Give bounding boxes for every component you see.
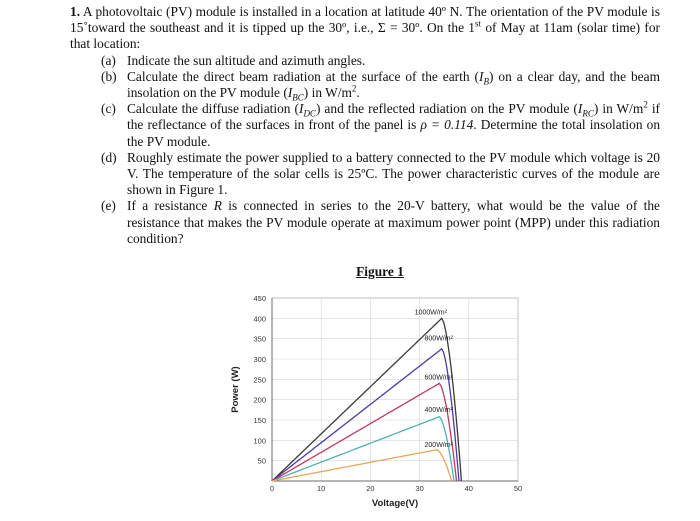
part-text: Calculate the direct beam radiation at the surface of the earth ( xyxy=(127,68,479,84)
stem-part-3: of May at 11am (solar time) for that location: xyxy=(70,20,661,52)
series-label-0: 1000W/m² xyxy=(414,309,447,317)
part-text: ) in W/m xyxy=(593,101,644,117)
problem-text xyxy=(70,4,660,247)
power-voltage-chart xyxy=(222,284,522,514)
part-text: is connected in series to the 20-V battery, what would be the value of the resistance that makes the PV module operate at maximum power point (MPP) under this radiation condition? xyxy=(127,198,660,246)
ordinal-sup: st xyxy=(475,18,482,29)
problem-number: 1. xyxy=(70,4,81,19)
part-text: If a resistance xyxy=(127,198,214,214)
part-label: (c) xyxy=(101,101,116,117)
symbol: I xyxy=(287,85,293,101)
symbol-sub: DC xyxy=(303,108,316,119)
part-b xyxy=(101,69,660,101)
x-axis-title: Voltage(V) xyxy=(371,498,419,509)
x-tick-label: 30 xyxy=(415,484,424,493)
y-tick-label: 400 xyxy=(253,314,266,324)
x-tick-label: 0 xyxy=(269,484,275,493)
reflectance-expr: ρ = 0.114 xyxy=(420,117,474,133)
stem-part-1: A photovoltaic (PV) module is installed in a location at latitude 40º N. The orientation of the PV module is 15˚toward the southeast and it is tipped up the 30º, i.e., xyxy=(70,4,660,36)
symbol: R xyxy=(213,198,222,214)
part-text: Calculate the diffuse radiation ( xyxy=(127,101,299,117)
part-c xyxy=(101,101,660,150)
plot-area xyxy=(272,298,518,481)
part-label: (a) xyxy=(101,52,116,68)
part-text: ) and the reflected radiation on the PV module ( xyxy=(315,101,578,117)
part-text: . xyxy=(356,85,360,101)
part-text: . Determine the total insolation on the PV module. xyxy=(127,117,661,149)
x-tick-label: 10 xyxy=(317,484,326,493)
symbol: I xyxy=(478,68,484,84)
stem-part-2: . On the 1 xyxy=(419,20,476,36)
series-label-2: 600W/m² xyxy=(424,374,453,382)
part-label: (b) xyxy=(101,68,117,84)
y-tick-label: 100 xyxy=(253,436,266,446)
y-tick-label: 350 xyxy=(253,334,266,344)
symbol: I xyxy=(298,101,304,117)
y-tick-label: 450 xyxy=(253,294,266,303)
symbol-sub: RC xyxy=(582,108,594,119)
figure-title: Figure 1 xyxy=(356,264,404,279)
y-tick-label: 300 xyxy=(253,355,266,364)
x-tick-label: 50 xyxy=(513,484,522,493)
symbol: I xyxy=(577,101,583,117)
unit-sup: 2 xyxy=(351,83,357,94)
tilt-expression: Σ = 30º xyxy=(377,20,420,36)
part-text: Roughly estimate the power supplied to a battery connected to the PV module which voltage is 20 V. The temperature of the solar cells is 25ºC. The power characteristic curves of the module are shown in Figure 1. xyxy=(127,149,660,198)
y-tick-label: 50 xyxy=(257,456,266,466)
problem-stem xyxy=(70,4,660,53)
part-e xyxy=(101,198,660,247)
y-tick-label: 150 xyxy=(253,416,266,425)
part-label: (d) xyxy=(101,149,117,165)
part-text: if the reflectance of the surfaces in front of the panel is xyxy=(127,101,661,133)
y-tick-label: 250 xyxy=(253,375,266,385)
symbol-sub: BC xyxy=(292,92,304,103)
x-tick-label: 40 xyxy=(464,484,473,493)
y-tick-label: 200 xyxy=(253,395,266,405)
series-label-4: 200W/m² xyxy=(424,441,453,449)
series-label-3: 400W/m² xyxy=(424,406,453,414)
sub-questions xyxy=(70,53,660,247)
part-text: ) on a clear day, and the beam insolation on the PV module ( xyxy=(127,68,660,101)
part-text: Indicate the sun altitude and azimuth angles. xyxy=(127,52,366,68)
x-tick-label: 20 xyxy=(366,484,375,493)
part-a xyxy=(101,53,660,69)
unit-sup: 2 xyxy=(643,99,648,110)
symbol-sub: B xyxy=(483,76,489,87)
series-label-1: 800W/m² xyxy=(424,335,453,343)
part-label: (e) xyxy=(101,198,116,214)
part-d xyxy=(101,150,660,199)
part-text: ) in W/m xyxy=(303,85,352,101)
y-axis-title: Power (W) xyxy=(230,366,241,413)
